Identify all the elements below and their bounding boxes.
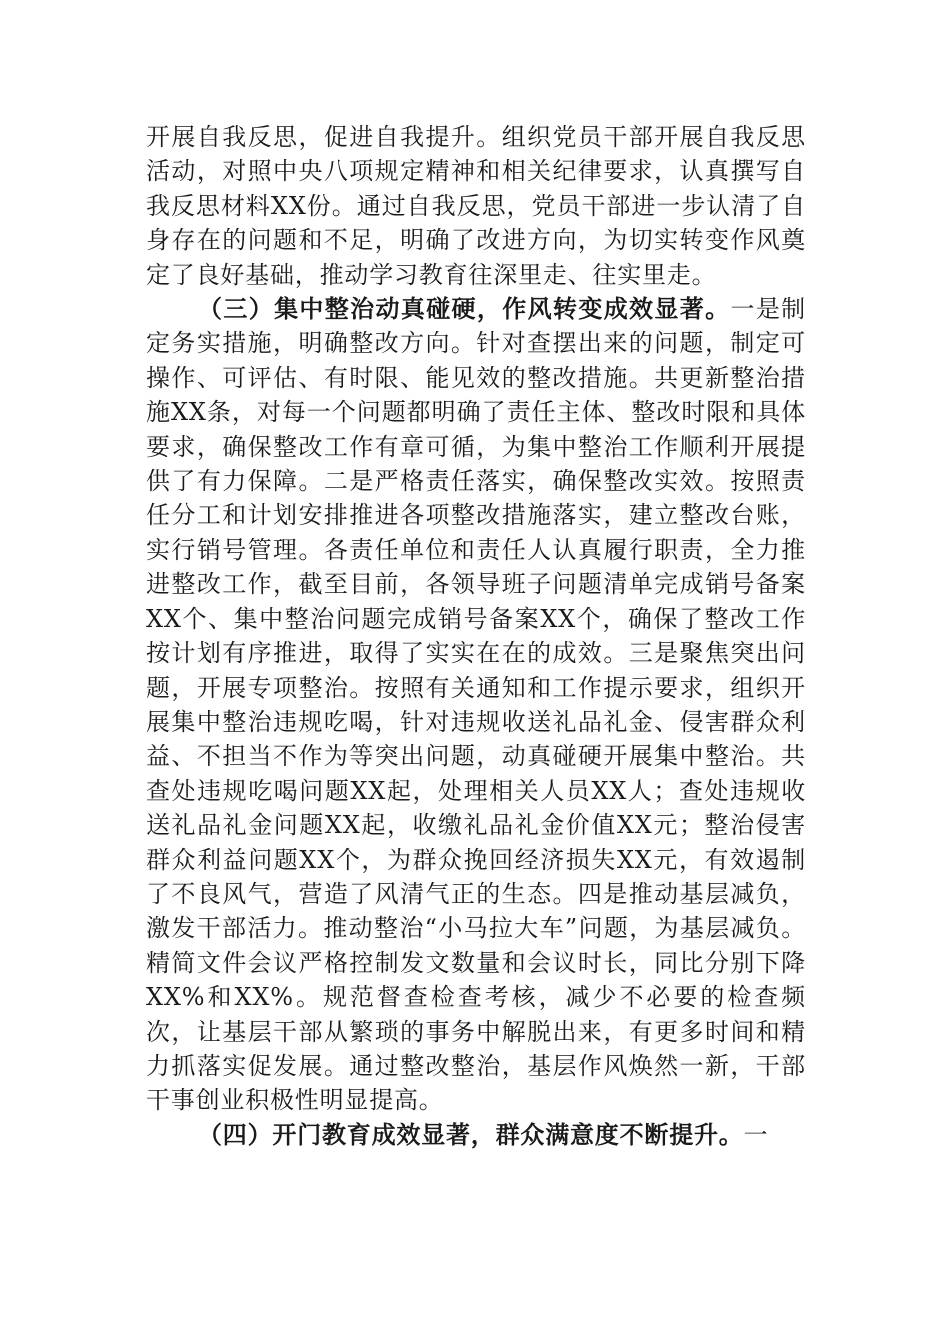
document-page — [146, 120, 806, 1152]
paragraph-section-three — [146, 292, 806, 1118]
section-heading: （四）开门教育成效显著，群众满意度不断提升。 — [198, 1119, 744, 1149]
paragraph-section-four — [146, 1118, 806, 1152]
paragraph-text: 一是制定务实措施，明确整改方向。针对查摆出来的问题，制定可操作、可评估、有时限、能见效的整改措施。共更新整治措施XX条，对每一个问题都明确了责任主体、整改时限和具体要求，确保整改工作有章可循，为集中整治工作顺利开展提供了有力保障。二是严格责任落实，确保整改实效。按照责任分工和计划安排推进各项整改措施落实，建立整改台账，实行销号管理。各责任单位和责任人认真履行职责，全力推进整改工作，截至目前，各领导班子问题清单完成销号备案XX个、集中整治问题完成销号备案XX个，确保了整改工作按计划有序推进，取得了实实在在的成效。三是聚焦突出问题，开展专项整治。按照有关通知和工作提示要求，组织开展集中整治违规吃喝，针对违规收送礼品礼金、侵害群众利益、不担当不作为等突出问题，动真碰硬开展集中整治。共查处违规吃喝问题XX起，处理相关人员XX人；查处违规收送礼品礼金问题XX起，收缴礼品礼金价值XX元；整治侵害群众利益问题XX个，为群众挽回经济损失XX元，有效遏制了不良风气，营造了风清气正的生态。四是推动基层减负，激发干部活力。推动整治“小马拉大车”问题，为基层减负。精简文件会议严格控制发文数量和会议时长，同比分别下降XX%和XX%。规范督查检查考核，减少不必要的检查频次，让基层干部从繁琐的事务中解脱出来，有更多时间和精力抓落实促发展。通过整改整治，基层作风焕然一新，干部干事创业积极性明显提高。 — [146, 295, 806, 1115]
paragraph-text: 一 — [743, 1120, 769, 1149]
section-heading: （三）集中整治动真碰硬，作风转变成效显著。 — [198, 294, 731, 324]
paragraph-self-reflection — [146, 120, 806, 292]
paragraph-text: 开展自我反思，促进自我提升。组织党员干部开展自我反思活动，对照中央八项规定精神和相关纪律要求，认真撰写自我反思材料XX份。通过自我反思，党员干部进一步认清了自身存在的问题和不足，明确了改进方向，为切实转变作风奠定了良好基础，推动学习教育往深里走、往实里走。 — [146, 123, 806, 289]
